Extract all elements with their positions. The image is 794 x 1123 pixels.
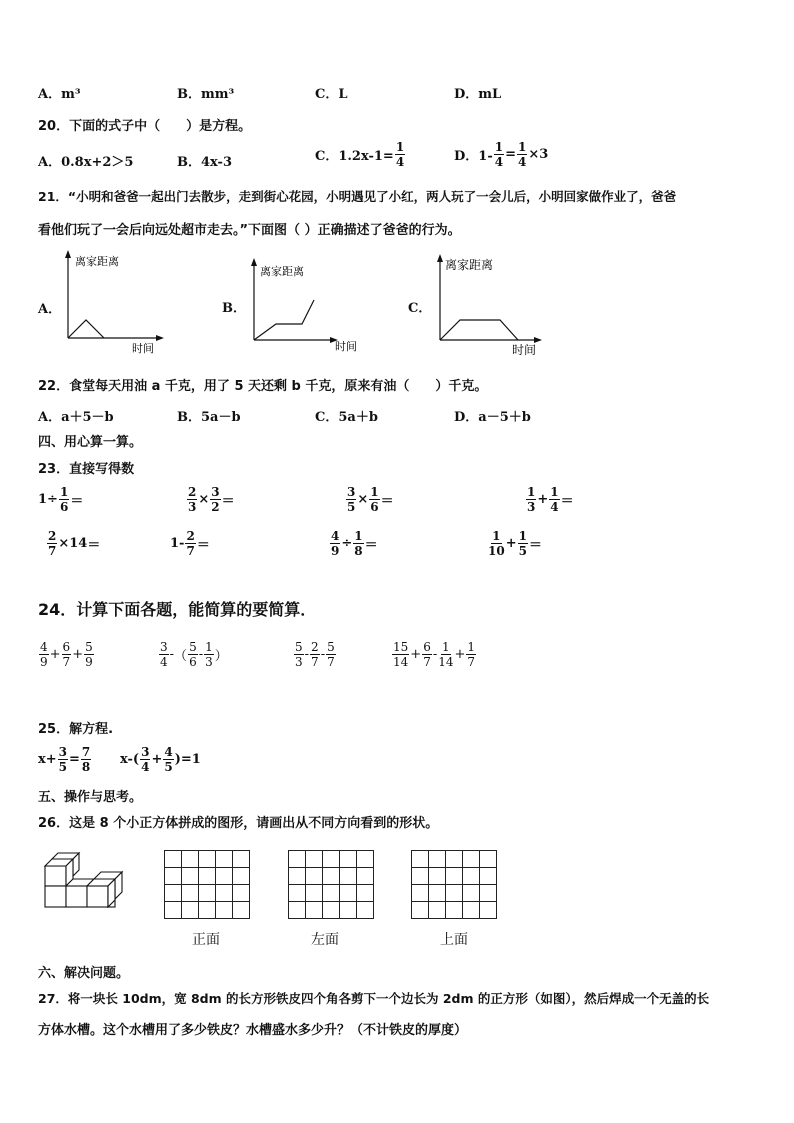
- graph-b: [246, 258, 366, 356]
- graph-b-xlabel: 时间: [335, 340, 357, 353]
- q20-option-c: C．1.2x-1= $\frac{1}{4}$: [315, 140, 405, 169]
- q26-stem: 26．这是 8 个小正方体拼成的图形，请画出从不同方向看到的形状。: [38, 816, 439, 831]
- section-6-heading: 六、解决问题。: [38, 966, 130, 981]
- q23-item: 1- $\frac{2}{7}$ ＝: [170, 529, 210, 558]
- q23-item: $\frac{2}{7}$ ×14 ＝: [48, 529, 101, 558]
- label-top-view: 上面: [440, 932, 468, 948]
- q20-option-d: D．1- $\frac{1}{4}$ = $\frac{1}{4}$ ×3: [454, 140, 549, 169]
- q19-option-a: A．m³: [38, 87, 81, 102]
- q19-option-d: D．mL: [454, 87, 502, 102]
- q23-item: $\frac{2}{3}$ × $\frac{3}{2}$ ＝: [188, 485, 235, 514]
- q23-item: $\frac{1}{10}$ + $\frac{1}{5}$ ＝: [488, 529, 542, 558]
- graph-a: [60, 250, 170, 358]
- q23-item: 1÷ $\frac{1}{6}$ ＝: [38, 485, 84, 514]
- q20-option-b: B．4x-3: [177, 155, 232, 170]
- graph-b-ylabel: 离家距离: [260, 265, 304, 278]
- graph-c: [432, 252, 552, 358]
- q22-option-a: A．a＋5－b: [38, 410, 114, 425]
- q24-expression-1: $\frac{4}{9}$ + $\frac{6}{7}$ + $\frac{5}{9}$: [40, 640, 93, 669]
- q23-item: $\frac{4}{9}$ ÷ $\frac{1}{8}$ ＝: [331, 529, 378, 558]
- q27-line1: 27．将一块长 10dm，宽 8dm 的长方形铁皮四个角各剪下一个边长为 2dm 的正方形（如图），然后焊成一个无盖的长: [38, 991, 710, 1006]
- q23-item: $\frac{1}{3}$ + $\frac{1}{4}$ ＝: [527, 485, 574, 514]
- q22-option-c: C．5a＋b: [315, 410, 378, 425]
- q25-equation-2: x-( $\frac{3}{4}$ + $\frac{4}{5}$ )=1: [120, 745, 201, 774]
- q25-stem: 25．解方程.: [38, 722, 114, 737]
- q27-line2: 方体水槽。这个水槽用了多少铁皮？水槽盛水多少升？（不计铁皮的厚度）: [38, 1023, 468, 1038]
- q22-stem: 22．食堂每天用油 a 千克，用了 5 天还剩 b 千克，原来有油（ ）千克。: [38, 379, 488, 394]
- q23-item: $\frac{3}{5}$ × $\frac{1}{6}$ ＝: [347, 485, 394, 514]
- q25-equation-1: x+ $\frac{3}{5}$ = $\frac{7}{8}$: [38, 745, 91, 774]
- label-front-view: 正面: [192, 932, 220, 948]
- cube-figure: [42, 852, 128, 914]
- q23-stem: 23．直接写得数: [38, 462, 135, 477]
- q21-option-a: A．: [38, 302, 62, 317]
- q24-expression-2: $\frac{3}{4}$ - （ $\frac{5}{6}$ - $\frac{1}{3}$ ）: [160, 640, 228, 669]
- q24-expression-3: $\frac{5}{3}$ - $\frac{2}{7}$ - $\frac{5}{7}$: [295, 640, 335, 669]
- label-left-view: 左面: [311, 932, 339, 948]
- grid-front-view[interactable]: [164, 850, 250, 919]
- q20-option-a: A．0.8x+2＞5: [38, 155, 134, 170]
- q24-stem: 24．计算下面各题，能简算的要简算．: [38, 600, 317, 619]
- graph-a-ylabel: 离家距离: [75, 255, 119, 268]
- q24-expression-4: $\frac{15}{14}$ + $\frac{6}{7}$ - $\frac{1}{14}$ + $\frac{1}{7}$: [393, 640, 476, 669]
- graph-c-ylabel: 离家距离: [445, 258, 494, 272]
- q21-line1: 21．“小明和爸爸一起出门去散步，走到街心花园，小明遇见了小红，两人玩了一会儿后，小明回家做作业了，爸爸: [38, 189, 677, 204]
- q19-option-c: C．L: [315, 87, 348, 102]
- grid-top-view[interactable]: [411, 850, 497, 919]
- q22-option-d: D．a－5＋b: [454, 410, 531, 425]
- grid-left-view[interactable]: [288, 850, 374, 919]
- q21-line2: 看他们玩了一会后向远处超市走去。”下面图（ ）正确描述了爸爸的行为。: [38, 223, 461, 238]
- q19-option-b: B．mm³: [177, 87, 235, 102]
- graph-a-xlabel: 时间: [132, 342, 154, 355]
- q22-option-b: B．5a－b: [177, 410, 241, 425]
- q21-option-b: B．: [222, 301, 246, 316]
- section-4-heading: 四、用心算一算。: [38, 435, 143, 450]
- section-5-heading: 五、操作与思考。: [38, 790, 143, 805]
- q21-option-c: C．: [408, 301, 432, 316]
- q20-stem: 20．下面的式子中（ ）是方程。: [38, 119, 252, 134]
- graph-c-xlabel: 时间: [512, 343, 537, 357]
